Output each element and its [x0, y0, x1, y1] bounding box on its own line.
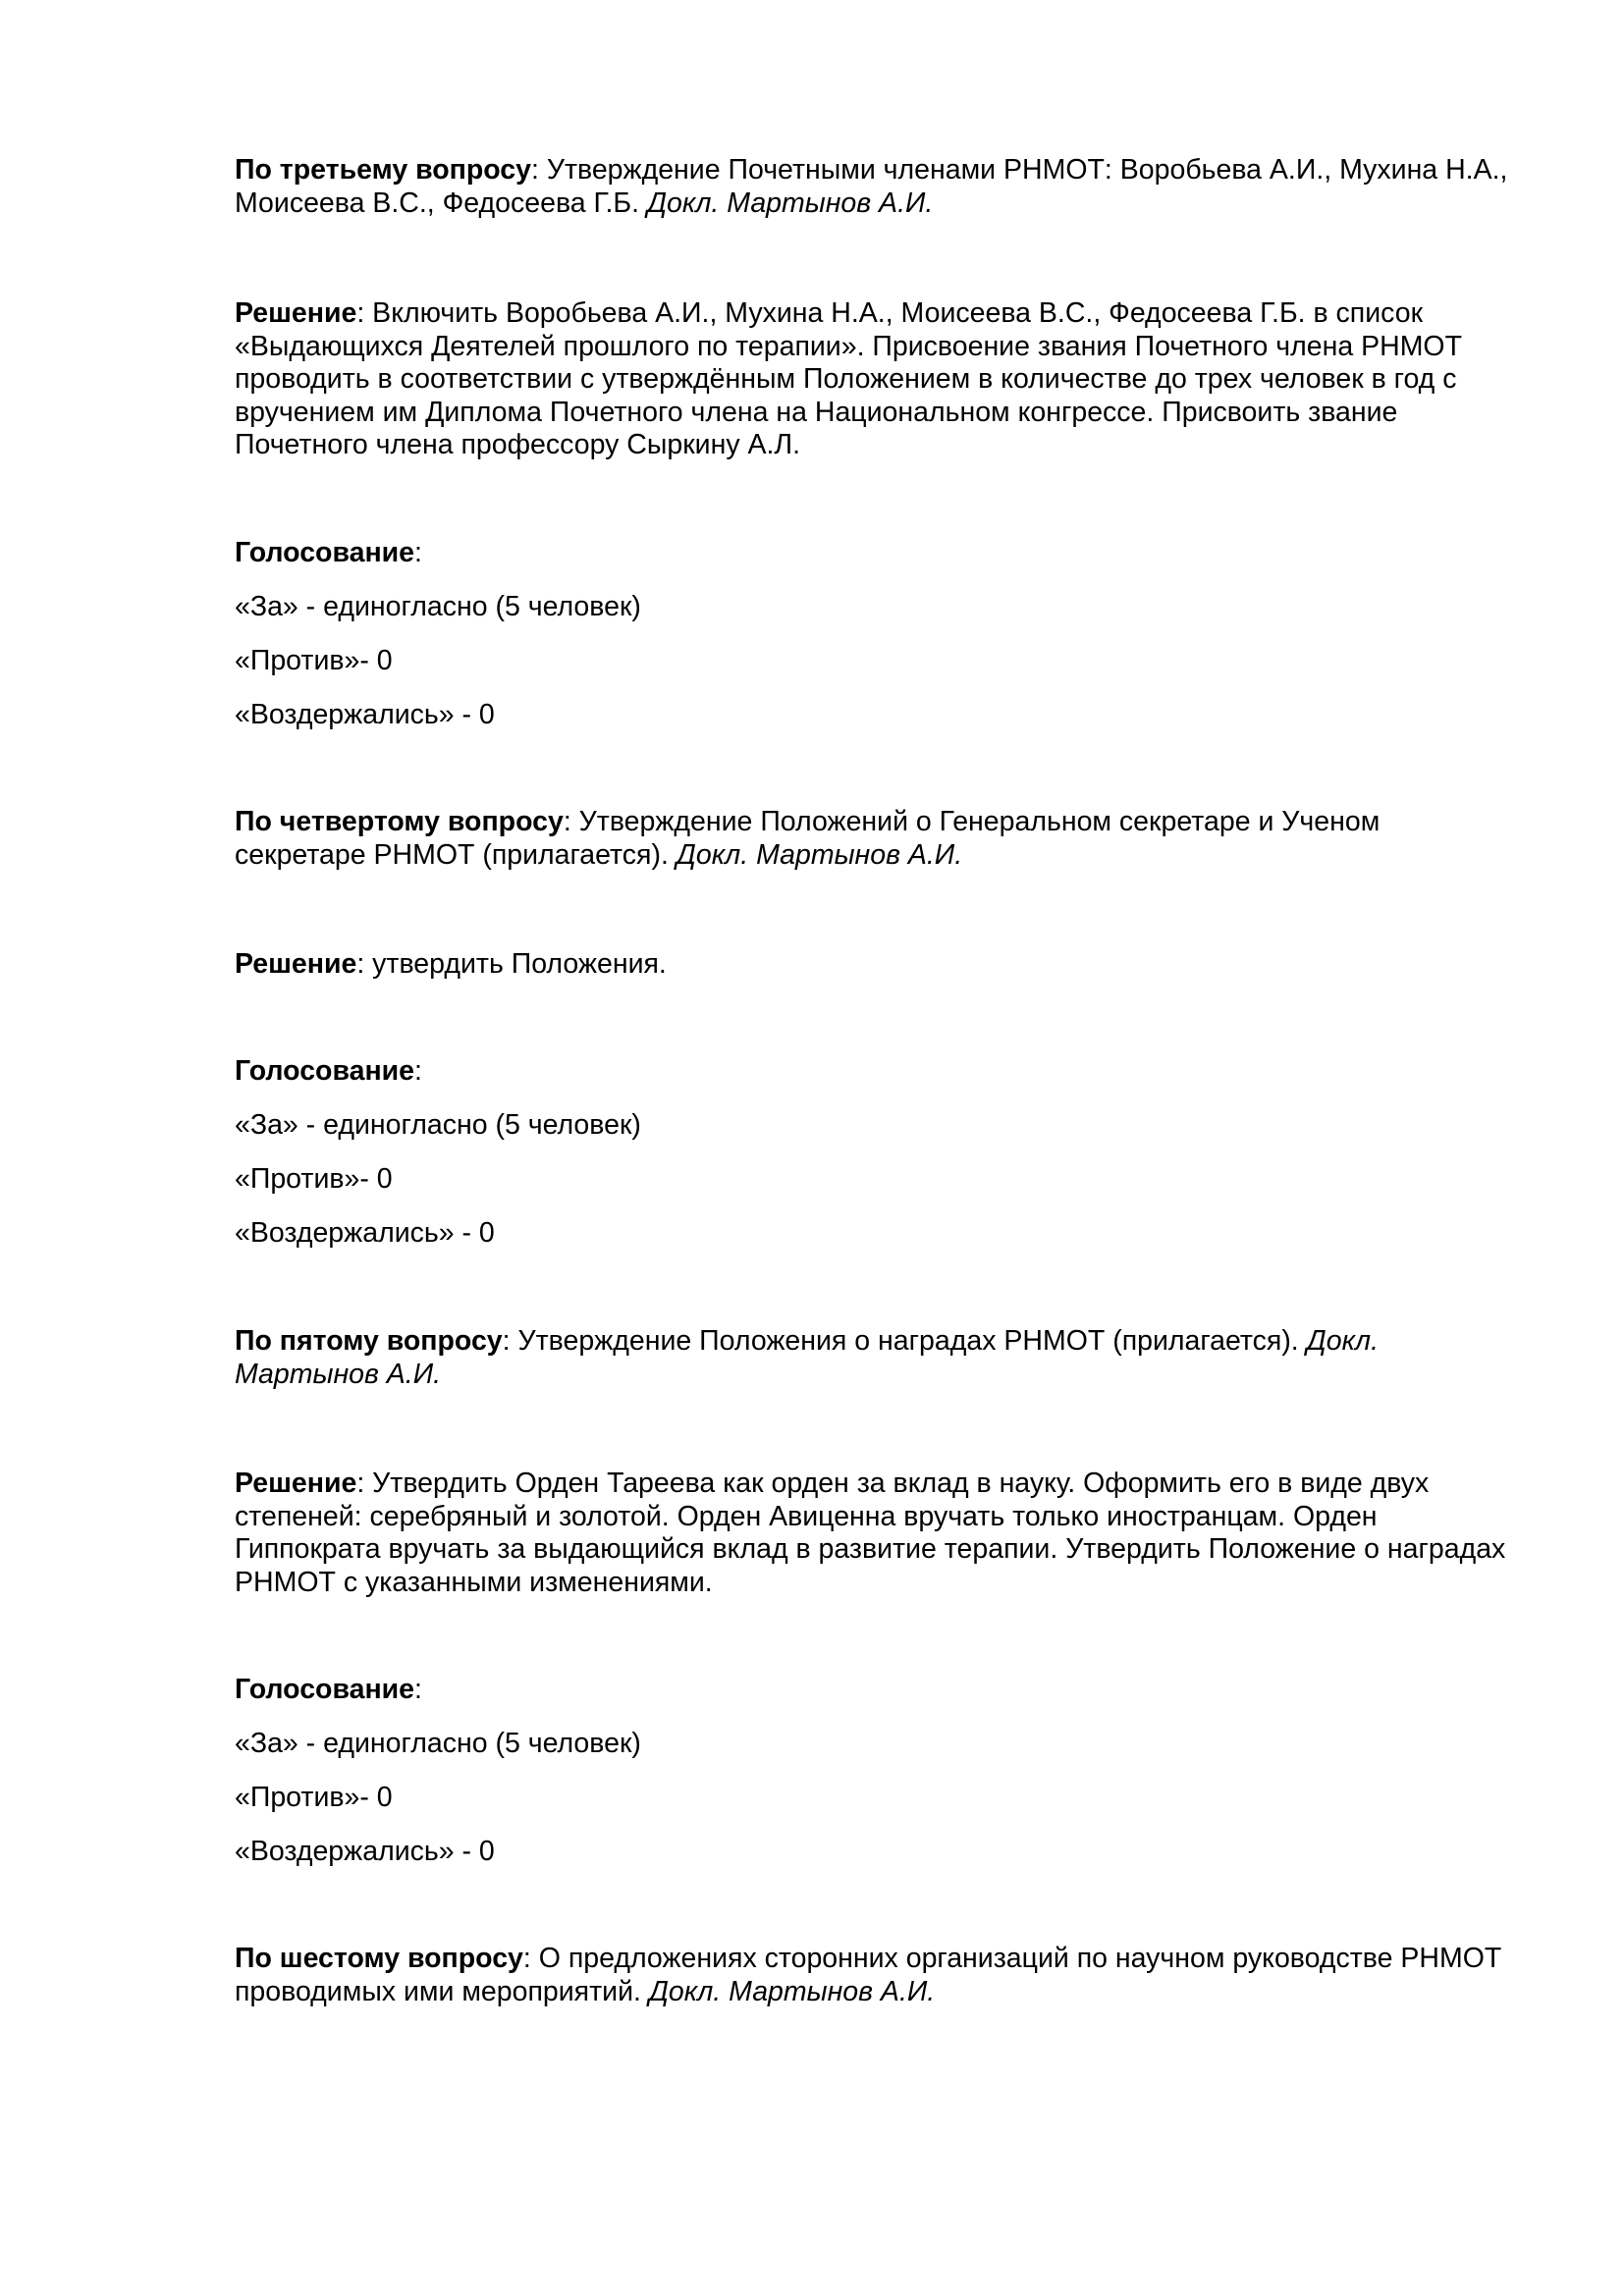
question-3-text: : Утверждение Почетными членами РНМОТ: Воробьева А.И., Мухина Н.А., Моисеева В.С., Федосеева Г.Б.	[235, 154, 1508, 219]
decision-5-label: Решение	[235, 1468, 357, 1499]
vote-5-heading	[235, 1674, 1511, 1707]
question-3-paragraph	[235, 154, 1511, 220]
decision-4-paragraph	[235, 948, 1511, 982]
question-5-paragraph	[235, 1325, 1511, 1391]
question-4-text: : Утверждение Положений о Генеральном секретаре и Ученом секретаре РНМОТ (прилагается).	[235, 806, 1380, 871]
decision-3-label: Решение	[235, 297, 357, 329]
vote-3-abstain: «Воздержались» - 0	[235, 699, 495, 730]
decision-3-paragraph	[235, 297, 1511, 462]
vote-3-heading	[235, 537, 1511, 570]
decision-4-text: : утвердить Положения.	[356, 948, 667, 980]
decision-5-text: : Утвердить Орден Тареева как орден за вклад в науку. Оформить его в виде двух степеней: серебряный и золотой. Орден Авиценна вручать только иностранцам. Орден Гиппократа вручать за выдающийся вклад в развитие терапии. Утвердить Положение о наградах РНМОТ с указанными изменениями.	[235, 1468, 1506, 1598]
vote-5-abstain: «Воздержались» - 0	[235, 1836, 495, 1867]
vote-5-colon: :	[414, 1674, 422, 1705]
decision-5-paragraph	[235, 1468, 1511, 1599]
vote-4-label: Голосование	[235, 1055, 415, 1087]
vote-4-against: «Против»- 0	[235, 1163, 393, 1195]
vote-4-abstain: «Воздержались» - 0	[235, 1217, 495, 1249]
question-6-reporter: Докл. Мартынов А.И.	[648, 1975, 936, 2007]
vote-3-colon: :	[414, 537, 422, 568]
question-3-reporter: Докл. Мартынов А.И.	[646, 187, 934, 219]
vote-4-heading	[235, 1055, 1511, 1089]
question-6-text: : О предложениях сторонних организаций по научном руководстве РНМОТ проводимых ими мероприятий.	[235, 1943, 1502, 2007]
decision-3-text: : Включить Воробьева А.И., Мухина Н.А., Моисеева В.С., Федосеева Г.Б. в список «Выдающихся Деятелей прошлого по терапии». Присвоение звания Почетного члена РНМОТ проводить в соответствии с утверждённым Положением в количестве до трех человек в год с вручением им Диплома Почетного члена на Национальном конгрессе. Присвоить звание Почетного члена профессору Сыркину А.Л.	[235, 297, 1463, 460]
vote-3-for: «За» - единогласно (5 человек)	[235, 591, 641, 622]
vote-4-for: «За» - единогласно (5 человек)	[235, 1109, 641, 1141]
question-4-label: По четвертому вопросу	[235, 806, 564, 837]
question-4-paragraph	[235, 806, 1511, 872]
vote-3-label: Голосование	[235, 537, 415, 568]
vote-5-for: «За» - единогласно (5 человек)	[235, 1728, 641, 1759]
question-3-label: По третьему вопросу	[235, 154, 531, 186]
question-6-label: По шестому вопросу	[235, 1943, 523, 1974]
vote-3-against: «Против»- 0	[235, 645, 393, 676]
question-5-label: По пятому вопросу	[235, 1325, 503, 1357]
question-6-paragraph	[235, 1943, 1511, 2008]
decision-4-label: Решение	[235, 948, 357, 980]
vote-5-against: «Против»- 0	[235, 1782, 393, 1813]
question-5-reporter: Докл. Мартынов А.И.	[235, 1325, 1380, 1390]
vote-4-colon: :	[414, 1055, 422, 1087]
vote-5-label: Голосование	[235, 1674, 415, 1705]
question-5-text: : Утверждение Положения о наградах РНМОТ (прилагается).	[502, 1325, 1307, 1357]
question-4-reporter: Докл. Мартынов А.И.	[676, 838, 963, 871]
